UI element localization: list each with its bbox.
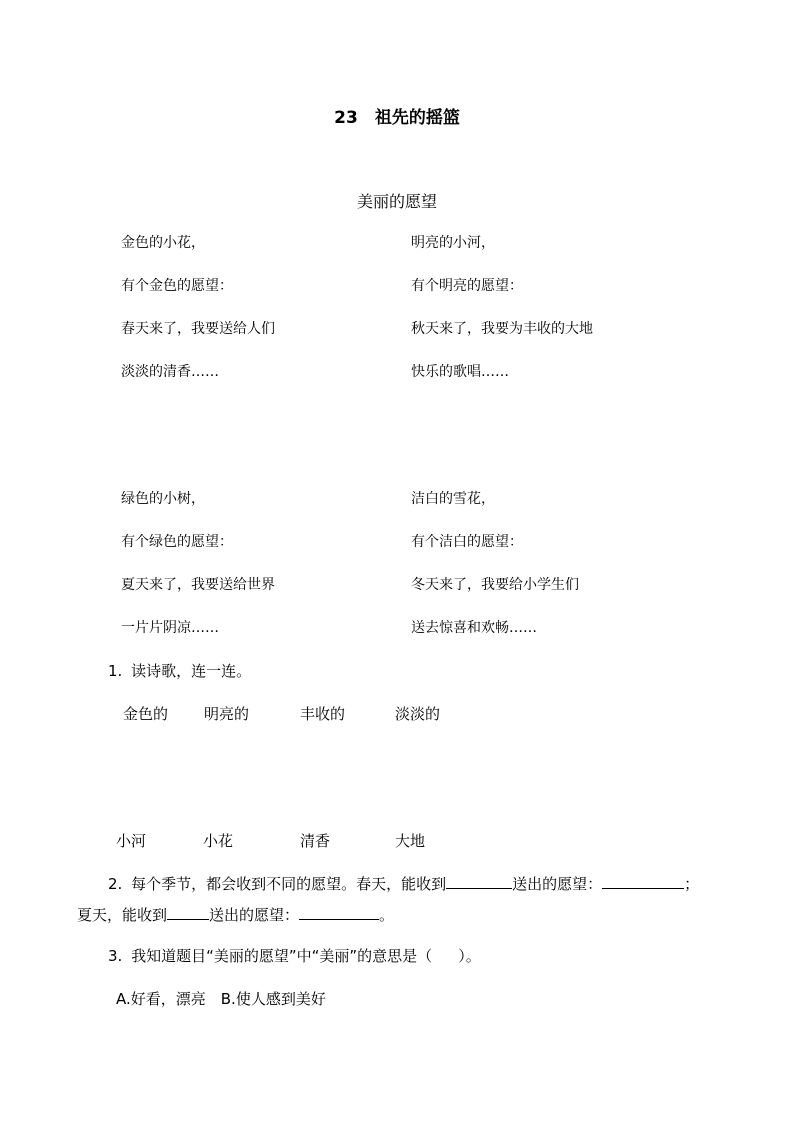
- question-1: [108, 660, 251, 681]
- poem-line: 淡淡的清香……: [121, 364, 219, 380]
- poem-line: 有个洁白的愿望：: [411, 534, 523, 550]
- question-number: 3.: [108, 947, 123, 965]
- question-text: 。: [379, 906, 395, 924]
- poem-line: 送去惊喜和欢畅……: [411, 620, 537, 636]
- poem-line: 绿色的小树，: [121, 491, 205, 507]
- match-top-word[interactable]: 丰收的: [300, 705, 346, 723]
- question-text: 送出的愿望：: [512, 875, 603, 893]
- page-title: 23 祖先的摇篮: [334, 108, 460, 128]
- answer-blank[interactable]: [446, 874, 512, 889]
- question-2-line-2: [77, 904, 394, 925]
- poem-title: 美丽的愿望: [356, 192, 437, 211]
- match-top-word[interactable]: 淡淡的: [395, 705, 441, 723]
- match-bottom-word[interactable]: 小花: [203, 832, 234, 850]
- match-bottom-word[interactable]: 小河: [116, 832, 147, 850]
- question-text: ）。: [458, 947, 481, 965]
- match-bottom-word[interactable]: 大地: [395, 832, 426, 850]
- poem-line: 金色的小花，: [121, 235, 205, 251]
- question-3: [108, 945, 481, 966]
- poem-line: 明亮的小河，: [411, 235, 495, 251]
- answer-blank[interactable]: [602, 874, 684, 889]
- poem-line: 洁白的雪花，: [411, 491, 495, 507]
- question-text: 我知道题目“美丽的愿望”中“美丽”的意思是（: [131, 947, 433, 965]
- answer-options: A.好看，漂亮 B.使人感到美好: [116, 990, 326, 1008]
- poem-line: 有个绿色的愿望：: [121, 534, 233, 550]
- poem-line: 春天来了，我要送给人们: [121, 321, 275, 337]
- poem-line: 冬天来了，我要给小学生们: [411, 577, 579, 593]
- question-2-line-1: [108, 873, 699, 894]
- poem-line: 秋天来了，我要为丰收的大地: [411, 321, 593, 337]
- question-number: 1.: [108, 662, 123, 680]
- question-text: ；: [684, 875, 700, 893]
- answer-blank[interactable]: [167, 905, 209, 920]
- poem-line: 夏天来了，我要送给世界: [121, 577, 275, 593]
- question-number: 2.: [108, 875, 123, 893]
- match-top-word[interactable]: 明亮的: [204, 705, 250, 723]
- match-top-word[interactable]: 金色的: [123, 705, 169, 723]
- question-text: 送出的愿望：: [209, 906, 300, 924]
- poem-line: 快乐的歌唱……: [411, 364, 509, 380]
- match-bottom-word[interactable]: 清香: [300, 832, 331, 850]
- question-text: 夏天，能收到: [77, 906, 168, 924]
- question-text: 读诗歌，连一连。: [131, 662, 252, 680]
- question-text: 每个季节，都会收到不同的愿望。春天，能收到: [131, 875, 447, 893]
- poem-line: 有个金色的愿望：: [121, 278, 233, 294]
- answer-blank[interactable]: [299, 905, 379, 920]
- poem-line: 有个明亮的愿望：: [411, 278, 523, 294]
- poem-line: 一片片阴凉……: [121, 620, 219, 636]
